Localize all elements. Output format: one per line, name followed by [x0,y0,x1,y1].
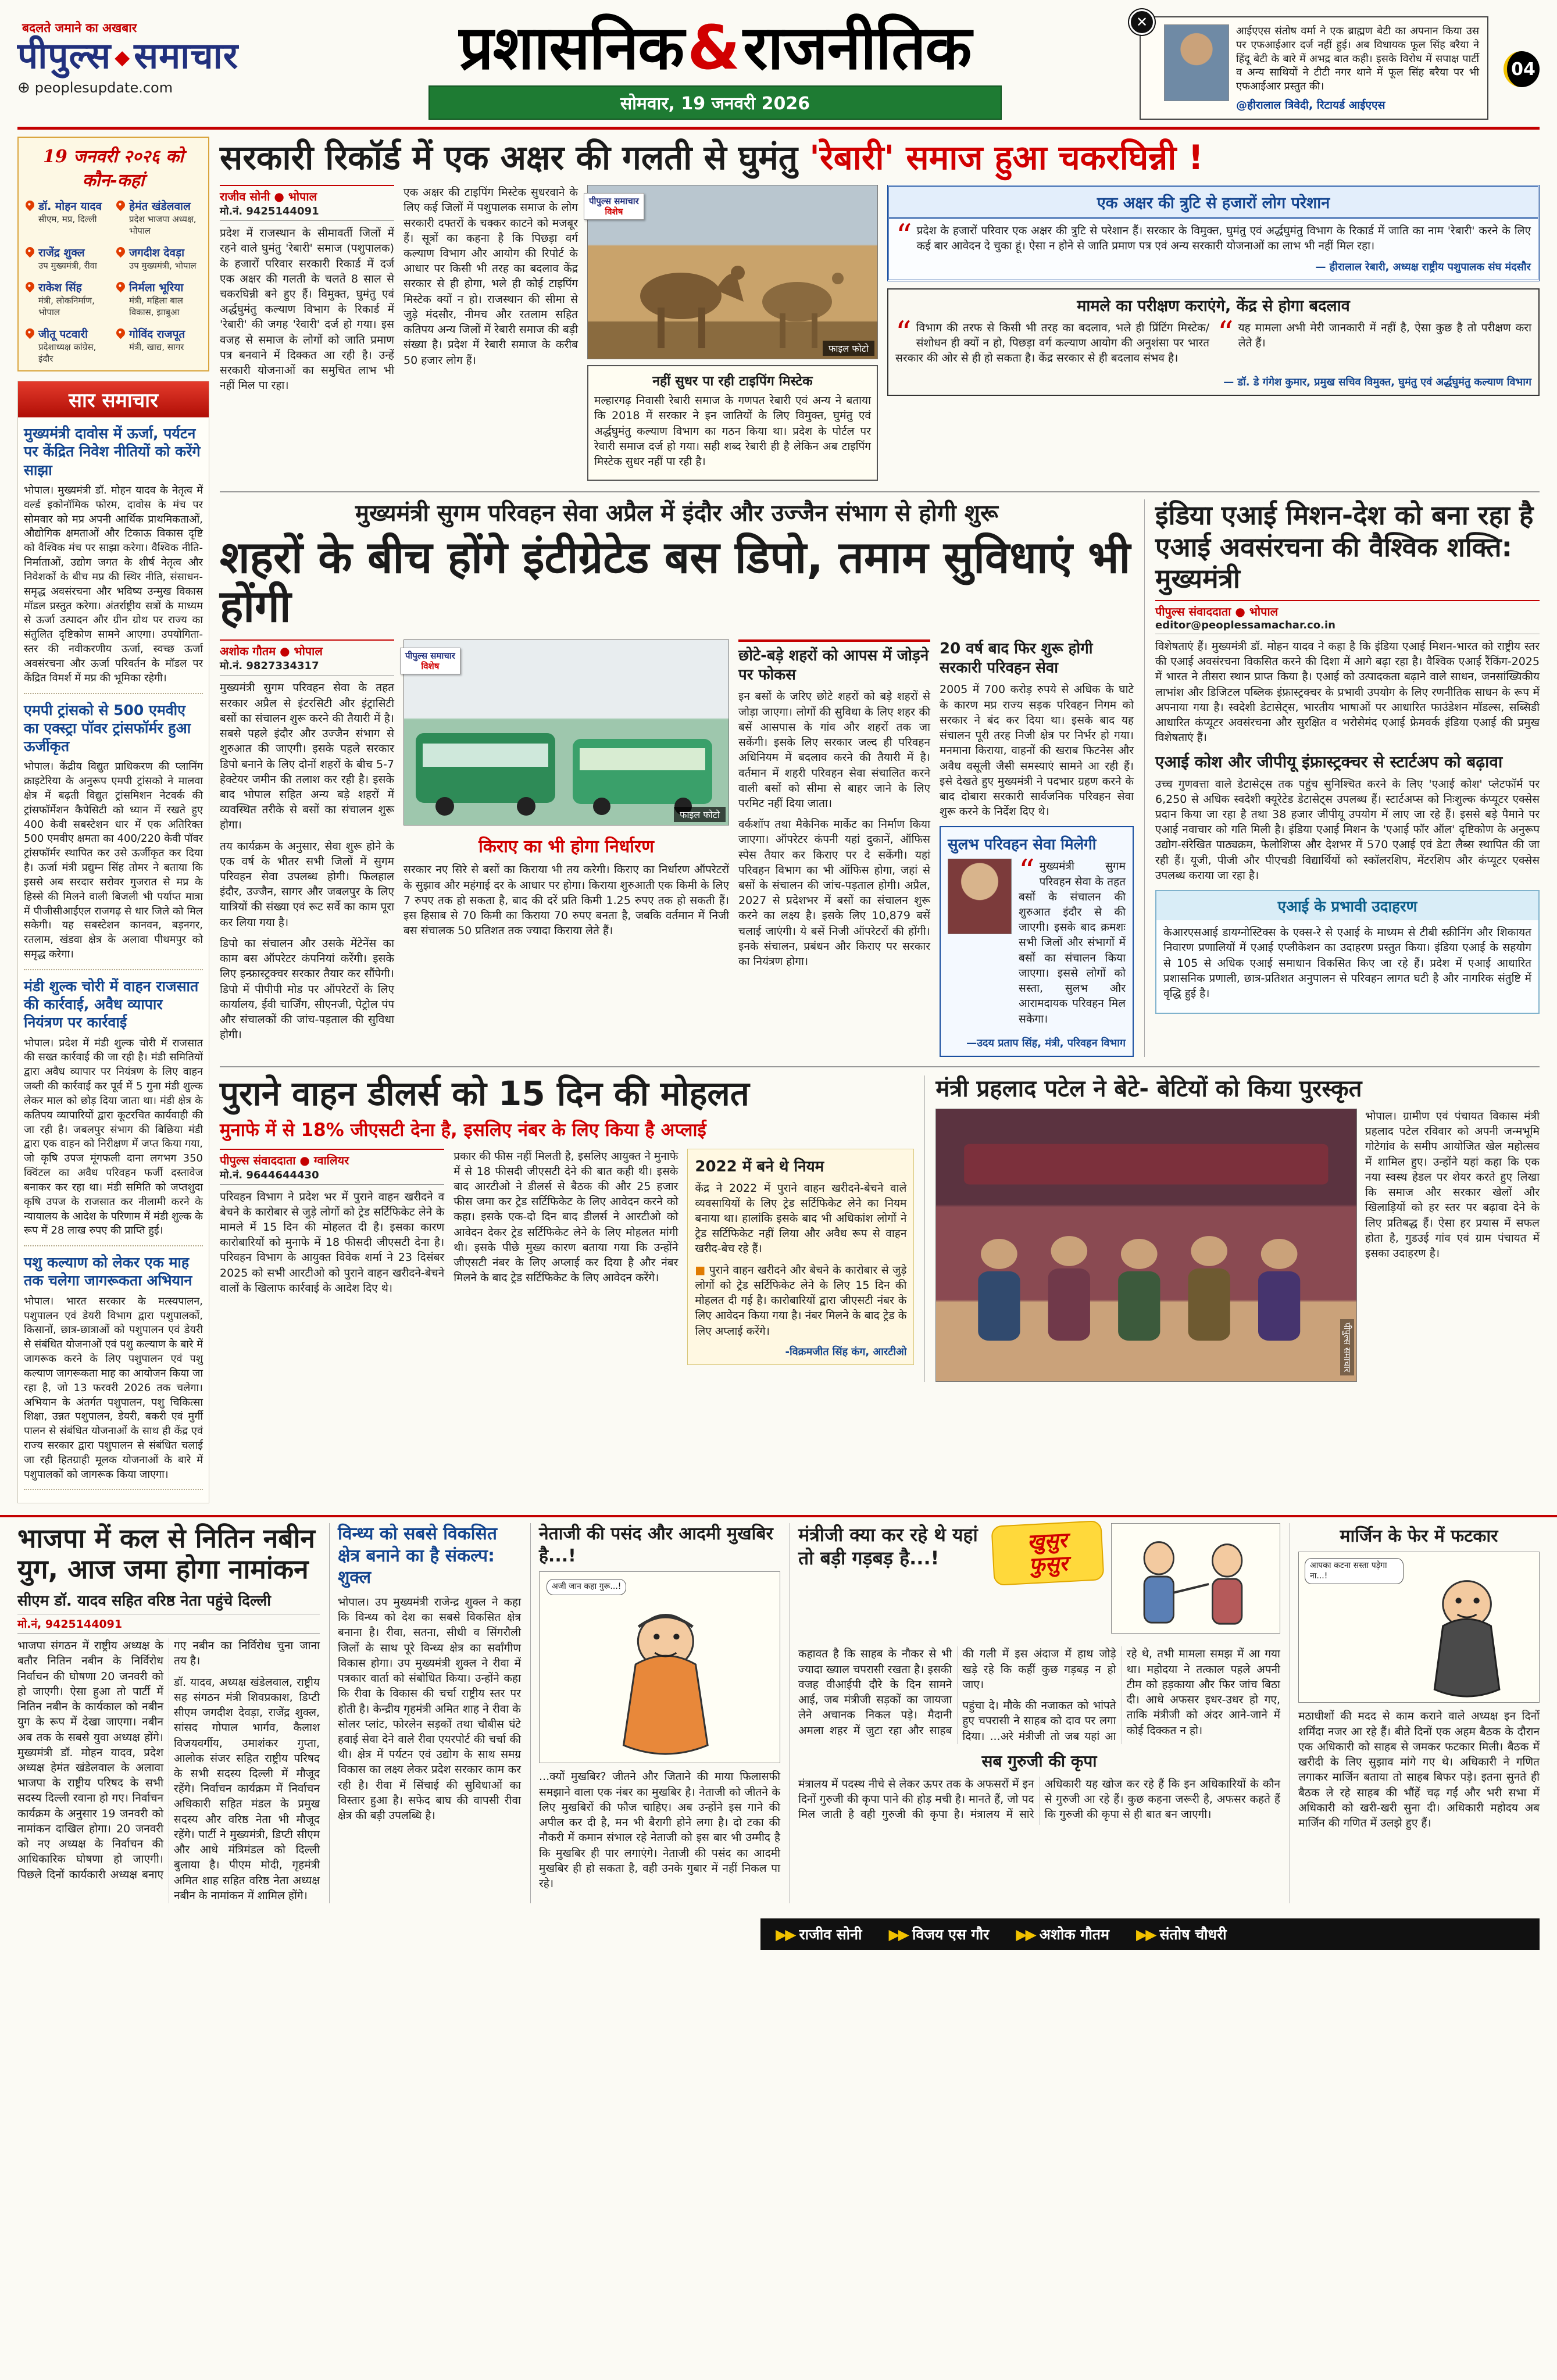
khusur-headline: मंत्रीजी क्या कर रहे थे यहां तो बड़ी गड़बड़ है...! [798,1524,978,1570]
page-title [306,12,1124,83]
bjp-headline: भाजपा में कल से नितिन नबीन युग, आज जमा होगा नामांकन [17,1523,315,1585]
person-name: हेमंत खंडेलवाल [129,200,191,213]
saar-headline: एमपी ट्रांसको से 500 एमवीए का एक्स्ट्रा पॉवर ट्रांसफॉर्मर हुआ ऊर्जीकृत [24,701,191,755]
gossip-box [1135,14,1488,120]
newspaper-logo [17,16,291,97]
person-role: सीएम, मप्र, दिल्ली [38,214,97,225]
story-paragraph: तय कार्यक्रम के अनुसार, सेवा शुरू होने के एक वर्ष के भीतर सभी जिलों में सुगम परिवहन सेवा उपलब्ध होगी। फिलहाल इंदौर, उज्जैन, सागर और जबलपुर के लिए यात्रियों की संख्या एवं रूट सर्वे का काम पूरा कर लिया गया है। [220,839,394,929]
bjp-subhead: सीएम डॉ. यादव सहित वरिष्ठ नेता पहुंचे दिल्ली [17,1592,271,1610]
gossip-credit: @हीरालाल त्रिवेदी, रिटायर्ड आईएएस [1236,98,1385,112]
story-paragraph: प्रकार की फीस नहीं मिलती है, इसलिए आयुक्त ने मुनाफे में से 18 फीसदी जीएसटी देने की बात कही थी। इसके बाद आरटीओ ने डीलर्स से बैठक की और 25 हजार फीस जमा कर ट्रेड सर्टिफिकेट के लिए आवेदन करने को कहा। इसके एक-दो दिन बाद डीलर्स ने आरटीओ को आवेदन देकर ट्रेड सर्टिफिकेट लेने के लिए मोहलत मांगी थी। इसके पीछे मुख्य कारण बताया गया कि उन्होंने जीएसटी नंबर के लिए अप्लाई कर दिया है और नंबर मिलने के बाद ट्रेड सर्टिफिकेट के लिए आवेदन करेंगे। [453,1149,678,1285]
bus-depot-story [220,499,1134,1057]
rules-box-bullet [695,1263,906,1339]
headline-black-part: सरकारी रिकॉर्ड में एक अक्षर की गलती से घुमंतु [220,138,798,178]
minister-photo [948,859,1012,934]
editor-email[interactable]: editor@peoplessamachar.co.in [1155,619,1335,632]
diamond-icon: ◆ [115,46,131,70]
badge-paper-name: पीपुल्स समाचार [589,196,639,207]
review-quote-right: “ यह मामला अभी मेरी जानकारी में नहीं है, ऐसा कुछ है तो परीक्षण करा लेते हैं। [1217,320,1531,366]
bus-illustration [410,716,724,820]
margin-cartoon [1298,1552,1540,1703]
camel-photo [587,185,878,359]
review-box-quotes [895,320,1531,372]
location-pin-icon [24,245,36,258]
saar-headline: मुख्यमंत्री दावोस में ऊर्जा, पर्यटन पर केंद्रित निवेश नीतियों को करेंगे साझा [24,425,201,478]
website-row [17,79,291,97]
bottom-band [0,1515,1557,1903]
netaji-cartoon-column [530,1523,780,1903]
speech-bubble: आपका कटना सस्ता पड़ेगा ना...! [1305,1558,1404,1584]
byline [220,639,394,676]
patel-row [935,1109,1540,1382]
logo-first-word: पीपुल्स [17,34,112,77]
rebari-photo-stack [587,185,878,481]
revival-body: 2005 में 700 करोड़ रुपये से अधिक के घाटे के कारण मप्र राज्य सड़क परिवहन निगम को सरकार ने बंद कर दिया था। इसके बाद यह संचालन पूरी तरह निजी क्षेत्र पर निर्भर हो गया। मनमाना किराया, वाहनों की खराब फिटनेस और अवैध वसूली जैसी समस्याएं सामने आ रही हैं। इसे देखते हुए मुख्यमंत्री ने पदभार ग्रहण करने के बाद दोबारा सरकारी सार्वजनिक परिवहन सेवा शुरू करने के निर्देश दिए थे। [940,683,1134,819]
bus-kicker: मुख्यमंत्री सुगम परिवहन सेवा अप्रैल में इंदौर और उज्जैन संभाग से होगी शुरू [355,500,998,527]
gossip-paragraph: आईएएस संतोष वर्मा ने एक ब्राह्मण बेटी का अपनान किया उस पर एफआईआर दर्ज नहीं हुई। अब विधायक फूल सिंह बरैया ने हिंदू बेटी के बारे में अभद्र बात कही। इसके विरोध में सपाक्ष पार्टी व अन्य साथियों ने टीटी नगर थाने में फूल सिंह बरैया पर भी एफआईआर प्रस्तुत की। [1236,25,1479,92]
who-where-box [17,137,209,371]
patel-headline: मंत्री प्रहलाद पटेल ने बेटे- बेटियों को किया पुरस्कृत [935,1075,1362,1102]
location-pin-icon [115,245,127,258]
badge-special-label: विशेष [605,206,623,217]
who-where-entry [116,326,201,364]
dealers-headline: पुराने वाहन डीलर्स को 15 दिन की मोहलत [220,1073,749,1113]
focus-box-body: इन बसों के जरिए छोटे शहरों को बड़े शहरों से जोड़ा जाएगा। लोगों की सुविधा के लिए शहर की बसें आसपास के गांव और शहरों तक जा सकेंगी। इसके लिए सरकार जल्द ही परिवहन अधिनियम में बदलाव करने की तैयारी में है। वर्तमान में शहरी परिवहन सेवा संचालित करने वाली बसों को सीमा से बाहर जाने के लिए परमिट नहीं दिया जाता। [738,690,930,810]
story-paragraph: भाजपा संगठन में राष्ट्रीय अध्यक्ष के बतौर नितिन नबीन के निर्विरोध निर्वाचन की घोषणा 20 जनवरी को हो जाएगी। ऐसा हुआ तो पार्टी में नितिन नबीन के कार्यकाल को नबीन युग के रूप में देखा जाएगा। नबीन अब तक के सबसे युवा अध्यक्ष होंगे। मुख्यमंत्री डॉ. मोहन यादव, प्रदेश अध्यक्ष हेमंत खंडेलवाल के अलावा भाजपा के राष्ट्रीय परिषद के सभी सदस्य दिल्ली रवाना हो गए। निर्वाचन कार्यक्रम के अनुसार 19 जनवरी को नामांकन दाखिल होगा। 20 जनवरी को नए अध्यक्ष के निर्वाचन की आधिकारिक घोषणा हो जाएगी। पिछले दिनों कार्यकारी अध्यक्ष बनाए गए नबीन का निर्विरोध चुना जाना तय है। [17,1639,320,1881]
person-name: राकेश सिंह [38,281,82,295]
group-photo-illustration [936,1109,1356,1381]
person-role: मंत्री, खाद्य, सागर [129,342,184,353]
press-special-badge [584,193,644,220]
location-pin-icon [115,199,127,211]
bjp-body-columns [17,1638,320,1903]
story-paragraph: मुख्यमंत्री सुगम परिवहन सेवा के तहत सरकार अप्रैल से इंटरसिटी और इंट्रासिटी बसों का संचालन शुरू करने की तैयारी में है। सबसे पहले इंदौर और उज्जैन संभाग से शुरुआत की जाएगी। इसके पहले सरकार डिपो बनाने के लिए दोनों शहरों के बीच 5-7 हेक्टेयर जमीन की तलाश कर रही है। इसके बाद भोपाल सहित अन्य बड़े शहरों में व्यवस्थित तरीके से बसों का संचालन शुरू होगा। [220,681,394,832]
person-role: उप मुख्यमंत्री, भोपाल [129,260,197,271]
credit-item [889,1924,990,1944]
rules-box-title: 2022 में बने थे नियम [695,1157,824,1175]
ai-examples-title: एआई के प्रभावी उदाहरण [1156,891,1538,920]
credit-item [776,1924,862,1944]
person-name: जगदीश देवड़ा [129,246,185,260]
khusur-body2-columns [798,1777,1280,1825]
khusur-subhead: सब गुरुजी की कृपा [981,1751,1097,1771]
reporter-phone: मो.नं, 9425144091 [17,1614,320,1634]
arrow-icon: ▶▶ [1016,1925,1035,1943]
sulabh-quote-box [940,826,1134,1056]
khusur-body-columns [798,1646,1280,1743]
story-paragraph: डॉ. यादव, अध्यक्ष खंडेलवाल, राष्ट्रीय सह संगठन मंत्री शिवप्रकाश, डिप्टी सीएम जगदीश देवड़ा, राजेंद्र शुक्ल, सांसद गोपाल भार्गव, कैलाश विजयवर्गीय, उमाशंकर गुप्ता, आलोक संजर सहित राष्ट्रीय परिषद के सभी सदस्य दिल्ली में मौजूद रहेंगे। निर्वाचन कार्यक्रम में निर्वाचन अधिकारी सहित मंडल के प्रमुख सदस्य और वरिष्ठ नेता भी मौजूद रहेंगे। पार्टी ने मुख्यमंत्री, डिप्टी सीएम और आधे मंत्रिमंडल को दिल्ली बुलाया है। पीएम मोदी, गृहमंत्री अमित शाह सहित वरिष्ठ नेता अध्यक्ष नबीन के नामांकन में शामिल होंगे। [174,1675,320,1902]
bus-col-3 [738,639,930,1056]
fare-subhead: किराए का भी होगा निर्धारण [478,837,654,857]
focus-box-title: छोटे-बड़े शहरों को आपस में जोड़ने पर फोकस [738,647,929,684]
main-column [220,137,1540,1503]
patel-body-col [1365,1109,1540,1382]
fare-paragraph-2: वर्कशॉप तथा मैकेनिक मार्केट का निर्माण किया जाएगा। ऑपरेटर कंपनी यहां दुकानें, ऑफिस स्पेस तैयार कर किराए पर दे सकेंगी। यहां परिवहन विभाग का भी ऑफिस होगा, जहां से बसों के संचालन की जांच-पड़ताल होगी। अप्रैल, 2027 से प्रदेशभर में बसों का संचालन शुरू करने का लक्ष्य है। इसके लिए 10,879 बसें चलाई जाएंगी। ये बसें निजी ऑपरेटरों की होंगी। इनके संचालन, प्रबंधन और किराए पर सरकार का नियंत्रण होगा। [738,818,930,969]
square-bullet-icon: ■ [695,1263,706,1277]
trouble-box-credit: — हीरालाल रेबारी, अध्यक्ष राष्ट्रीय पशुपालक संघ मंदसौर [1315,260,1531,273]
who-where-grid [26,198,201,364]
reporter-phone: मो.नं. 9425144091 [220,205,319,218]
globe-icon: ⊕ [17,79,30,97]
logo-second-word: समाचार [134,34,239,77]
story-paragraph: भोपाल। ग्रामीण एवं पंचायत विकास मंत्री प्रहलाद पटेल रविवार को अपनी जन्मभूमि गोटेगांव के समीप आयोजित खेल महोत्सव में शामिल हुए। उन्होंने यहां कहा कि एक नया स्वस्थ हेडल पर शेयर करते हुए लिखा कि समाज और सरकार खेलों और खिलाड़ियों को हर स्तर पर बढ़ावा देने के लिए प्रतिबद्ध हैं। ऐसा हर प्रयास में सफल होता है, गुडउई गांव एवं ग्राम पंचायत में इसका उदाहरण है। [1365,1109,1540,1260]
bus-col-4 [940,639,1134,1056]
story-paragraph: कहावत है कि साहब के नौकर से भी ज्यादा ख्याल चपरासी रखता है। इसकी वजह वीआईपी दौरे के दिन सामने आई, जब मंत्रीजी सड़कों का जायजा लेने अचानक निकल पड़े। मैदानी अमला शहर में जुटा रहा और साहब की गली में इस अंदाज में हाथ जोड़े खड़े रहे कि कहीं कुछ गड़बड़ न हो जाए। [798,1648,1116,1737]
byline [220,1149,444,1185]
sulabh-row [948,859,1126,1032]
khusur-fusur-logo [991,1521,1104,1586]
person-role: प्रदेशाध्यक्ष कांग्रेस, इंदौर [38,342,97,364]
netaji-cartoon [539,1571,780,1763]
saar-story [24,977,203,1246]
review-box-title: मामले का परीक्षण कराएंगे, केंद्र से होगा बदलाव [1077,296,1350,315]
brand-word-2: फुसुर [1028,1552,1069,1578]
rules-box-credit: -विक्रमजीत सिंह कंग, आरटीओ [785,1345,907,1358]
speech-bubble: अजी जान कहा गुरू...! [547,1579,626,1595]
middle-row [220,491,1540,1057]
who-where-entry [26,326,110,364]
bus-headline: शहरों के बीच होंगे इंटीग्रेटेड बस डिपो, तमाम सुविधाएं भी होंगी [220,531,1131,632]
trouble-box [887,185,1540,281]
revival-block [940,639,1134,819]
reporters-credit-bar [760,1918,1540,1950]
vehicle-dealers-story [220,1075,914,1382]
logo-tagline: बदलते जमाने का अखबार [22,21,137,35]
mistake-box-title: नहीं सुधर पा रही टाइपिंग मिस्टेक [652,374,813,389]
margin-cartoon-column [1290,1523,1540,1903]
location-pin-icon [115,327,127,339]
bjp-story [17,1523,320,1903]
revival-title: 20 वर्ष बाद फिर शुरू होगी सरकारी परिवहन सेवा [940,640,1093,677]
rebari-col-2 [403,185,578,481]
person-name: गोविंद राजपूत [129,328,185,341]
columnist-photo [1164,24,1229,101]
who-where-entry [116,245,201,271]
reporter-credit-name: विजय एस गौर [912,1925,990,1943]
section-right: राजनीतिक [742,12,972,83]
saar-headline: पशु कल्याण को लेकर एक माह तक चलेगा जागरूकता अभियान [24,1254,192,1289]
margin-title: मार्जिन के फेर में फटकार [1340,1526,1498,1547]
reporter-name: अशोक गौतम ● भोपाल [220,644,323,659]
bus-col-2 [403,639,729,1056]
story-paragraph: पहुंचा दे। मौके की नजाकत को भांपते हुए चपरासी ने साहब को दाव पर लगा दिया। ...अरे मंत्रीजी तो जब यहां आ रहे थे, तभी मामला समझ में आ गया था। महोदया ने तत्काल पहले अपनी टीम को हड़काया और फिर जांच बिठा दी। आधे अफसर इधर-उधर हो गए, ताकि मंत्रीजी को अंदर आने-जाने में कोई दिक्कत न हो। [962,1648,1280,1743]
bus-photo [403,639,729,826]
trouble-box-title: एक अक्षर की त्रुटि से हजारों लोग परेशान [889,187,1538,219]
person-role: मंत्री, लोकनिर्माण, भोपाल [38,295,95,318]
khusur-top-row [798,1523,1280,1639]
masthead [0,8,1557,122]
story-paragraph: परिवहन विभाग ने प्रदेश भर में पुराने वाहन खरीदने व बेचने के कारोबार से जुड़े लोगों को ट्रेड सर्टिफिकेट लेने के मामले में 15 दिन की मोहलत दी है। इसका कारण कारोबारियों को मुनाफे में 18 फीसदी जीएसटी देना है। परिवहन विभाग के आयुक्त विवेक शर्मा ने 23 दिसंबर 2025 को सभी आरटीओ को पुराने वाहन खरीदने-बेचने वालों के खिलाफ कार्रवाई के आदेश दिए थे। [220,1190,445,1295]
fare-paragraph: सरकार नए सिरे से बसों का किराया भी तय करेगी। किराए का निर्धारण ऑपरेटरों के सुझाव और महंगाई दर के आधार पर होगा। किराया शुरुआती एक किमी के लिए 7 रुपए तक हो सकता है, बाद की दरें प्रति किमी 1.25 रुपए तक हो सकती हैं। इस हिसाब से 70 किमी का किराया 70 रुपए बनता है, जबकि वर्तमान में निजी बस संचालक 50 प्रतिशत तक ज्यादा किराया लेते हैं। [403,863,729,938]
dealers-col-2 [453,1149,678,1365]
sulabh-title: सुलभ परिवहन सेवा मिलेगी [948,836,1097,854]
credit-item [1016,1924,1109,1944]
location-pin-icon [24,199,36,211]
story-paragraph: डिपो का संचालन और उसके मेंटेनेंस का काम बस ऑपरेटर कंपनियां करेंगी। इसके लिए इन्फ्रास्ट्रक्चर सरकार तैयार कर सौंपेगी। डिपो में पीपीपी मोड पर ऑपरेटरों के लिए कार्यालय, ईवी चार्जिंग, सीएनजी, पेट्रोल पंप और संचालकों की जांच-पड़ताल की सुविधा होगी। [220,937,394,1042]
reporter-credit-name: संतोष चौधरी [1159,1925,1227,1943]
saar-story [24,701,203,970]
reporter-name: राजीव सोनी ● भोपाल [220,190,317,204]
who-where-entry [116,280,201,318]
vindhya-story [329,1523,521,1903]
story-paragraph: विशेषताएं हैं। मुख्यमंत्री डॉ. मोहन यादव ने कहा है कि इंडिया एआई मिशन-भारत को राष्ट्रीय स्तर की एआई अवसंरचना विकसित करने की दिशा में आगे बढ़ा रहा है। वैश्विक एआई रैंकिंग-2025 में भारत ने तीसरा स्थान प्राप्त किया है। एआई को उत्पादकता बढ़ाने वाले साधन, जनसांख्यिकीय लाभांश और डिजिटल पब्लिक इंफ्रास्ट्रक्चर के प्रभावी उपयोग के लिए रणनीतिक साधन के रूप में अपनाया गया है। स्वदेशी डेटासेट्स, भारतीय भाषाओं पर आधारित फाउंडेशन मॉडल्स, सब्सिडी आधारित कंप्यूटर अवसंरचना और सुरक्षित व भरोसेमंद एआई फ्रेमवर्क इंडिया एआई की प्रमुख विशेषताएं हैं। [1155,640,1540,745]
trouble-box-quote: “ प्रदेश के हजारों परिवार एक अक्षर की त्रुटि से परेशान हैं। सरकार के विमुक्त, घुमंतु एवं अर्द्धघुमंतु विभाग के रिकार्ड में जाति का नाम 'रेबारी' करने के लिए कई बार आवेदन दे चुका हूं। ऐसा न होने से जाति प्रमाण पत्र एवं अन्य सरकारी योजनाओं का लाभ भी नहीं मिल रहा। [896,223,1531,253]
website-link[interactable]: peoplesupdate.com [34,80,173,97]
reporter-name: पीपुल्स संवाददाता ● ग्वालियर [220,1153,349,1167]
ai-examples-body: केआरएसआई डायग्नोस्टिक्स के एक्स-रे से एआई के माध्यम से टीबी स्क्रीनिंग और शिकायत निवारण प्रणालियों में एआई एप्लीकेशन का उदाहरण प्रस्तुत किया। इंडिया एआई के सहयोग से 105 से अधिक एआई समाधान विकसित किए जा रहे हैं। प्रदेश में एआई आधारित प्रशासनिक प्रणाली, छात्र-प्रतिशत अनुपालन से परिवहन लागत घटी है और नागरिक संतुष्टि में वृद्धि हुई है। [1163,926,1531,1000]
dealers-columns [220,1149,914,1365]
ai-examples-box [1155,890,1540,1014]
brand-word-1: खुसुर [1026,1528,1068,1555]
reporter-name: पीपुल्स संवाददाता ● भोपाल [1155,605,1279,619]
khusur-fusur-column [790,1523,1280,1903]
rules-bullet-text: पुराने वाहन खरीदने और बेचने के कारोबार से जुड़े लोगों को ट्रेड सर्टिफिकेट लेने के लिए 15 दिन की मोहलत दी गई है। कारोबारियों द्वारा जीएसटी नंबर के लिए आवेदन किया गया है। नंबर मिलने के बाद ट्रेड के लिए अप्लाई करेंगे। [695,1263,907,1338]
badge-paper-name: पीपुल्स समाचार [405,651,455,662]
review-quote-left: “ विभाग की तरफ से किसी भी तरह का बदलाव, भले ही प्रिंटिंग मिस्टेक/संशोधन ही क्यों न हो, पिछड़ा वर्ग कल्याण आयोग की अनुशंसा पर भारत सरकार की ओर से ही हो सकता है। केंद्र सरकार से ही बदलाव संभव है। [895,320,1209,366]
byline [1155,600,1540,634]
saar-story [24,1253,203,1490]
vindhya-headline: विन्ध्य को सबसे विकसित क्षेत्र बनाने का है संकल्प: शुक्ल [338,1524,497,1588]
left-column [17,137,209,1503]
who-where-entry [116,198,201,237]
sulabh-credit: —उदय प्रताप सिंह, मंत्री, परिवहन विभाग [966,1037,1126,1049]
who-where-title: 19 जनवरी २०२६ को कौन-कहां [43,146,184,191]
byline [220,185,394,221]
rules-box-body: केंद्र ने 2022 में पुराने वाहन खरीदने-बेचने वाले व्यवसायियों के लिए ट्रेड सर्टिफिकेट लेने का नियम बनाया था। हालांकि इसके बाद भी अधिकांश लोगों ने ट्रेड सर्टिफिकेट नहीं लिया और अवैध रूप से वाहन खरीद-बेच रहे हैं। [695,1181,907,1256]
khusur-cartoon-illustration [1112,1524,1280,1633]
typing-mistake-box [587,365,878,481]
lower-row [220,1066,1540,1382]
saar-banner: सार समाचार [18,381,209,417]
mistake-box-body: मल्हारगढ़ निवासी रेबारी समाज के गणपत रेबारी एवं अन्य ने बताया कि 2018 में सरकार ने इन जातियों के लिए विमुक्त, घुमंतु एवं अर्द्धघुमंतु कल्याण विभाग का गठन किया था। प्रदेश के पोर्टल पर रेवारी समाज दर्ज हो गया। सही शब्द रेबारी ही है लेकिन अब टाइपिंग मिस्टेक सुधर नहीं पा रही है। [594,394,871,469]
bus-columns [220,639,1134,1056]
section-title-wrap [306,12,1124,120]
focus-box [738,639,930,811]
gossip-text [1236,24,1479,113]
date-bar: सोमवार, 19 जनवरी 2026 [428,85,1002,120]
location-pin-icon [24,280,36,292]
khusur-cartoon [1111,1523,1280,1634]
saar-body: भोपाल। प्रदेश में मंडी शुल्क चोरी में राजसात की सख्त कार्रवाई की जा रही है। मंडी समितियों द्वारा अवैध व्यापार पर नियंत्रण के लिए वाहन जब्ती की कार्रवाई कर पूर्व में 5 गुना मंडी शुल्क लेकर माल को छोड़ दिया जाता था। मंडी क्षेत्र के कतिपय व्यापारियों द्वारा कूटरचित कार्यवाही की जा रही है। जबलपुर संभाग की बिछिया मंडी द्वारा एक वाहन को निरीक्षण में जप्त किया गया, जो कृषि उपज मूंगफली दाना लगभग 350 क्विंटल का अवैध परिवहन फर्जी दस्तावेज बनाकर कर रहा था। मंडी समिति को जप्तशुदा कृषि उपज के राजसात कर नीलामी करने के न्यायालय के आदेश के परिणाम में मंडी शुल्क के रूप में 28 लाख रुपए की प्राप्ति हुई। [24,1037,203,1237]
story-paragraph: ...क्यों मुखबिर? जीतने और जिताने की माया फिलासफी समझाने वाला एक नंबर का मुखबिर है। नेताजी को जीतने के लिए मुखबिरों की फौज चाहिए। अब उन्होंने इस गाने की अपील कर दी है, मन भी बैरागी होने लगा है। दो टका की नौकरी में कमान संभाल रहे नेताजी को इस बार भी उम्मीद है कि मुखबिर ही पार लगाएंगे। नेताजी की पसंद का आदमी मुखबिर ही हो सकता है, वही उनके गुबार में नहीं निकल पा रहे। [539,1770,780,1891]
story-paragraph: प्रदेश में राजस्थान के सीमावर्ती जिलों में रहने वाले घुमंतु 'रेबारी' समाज (पशुपालक) के हजारों परिवार सरकारी रिकार्ड में दर्ज एक अक्षर की गलती के चलते 8 साल से चकरघिन्नी बने हुए हैं। विमुक्त, घुमंतु एवं अर्द्धघुमंतु कल्याण विभाग के रिकार्ड में 'रेबारी' की जगह 'रेवारी' दर्ज हो गया। इस वजह से समाज के लोगों को जाति प्रमाण पत्र बनवाने में दिक्कत आ रही है। उन्हें सरकारी योजनाओं का समुचित लाभ भी नहीं मिल पा रहा। [220,227,394,392]
photo-caption: फाइल फोटो [823,341,874,356]
patel-award-story [924,1075,1540,1382]
section-left: प्रशासनिक [459,12,684,83]
dealers-col-1 [220,1149,444,1365]
reporter-credit-name: अशोक गौतम [1039,1925,1109,1943]
bus-col-1 [220,639,394,1056]
saar-body: भोपाल। भारत सरकार के मत्स्यपालन, पशुपालन एवं डेयरी विभाग द्वारा पशुपालकों, किसानों, छात्र-छात्राओं को पशुपालन एवं डेयरी से संबंधित योजनाओं एवं पशु कल्याण के बारे में जागरूक करने के लिए पशुपालन एवं पशु कल्याण जागरूकता माह का आयोजन किया जा रहा है, जो 13 फरवरी 2026 तक चलेगा। अभियान के अंतर्गत पशुपालन, पशु चिकित्सा शिक्षा, उन्नत पशुपालन, डेयरी, बकरी एवं मुर्गी पालन से संबंधित योजनाओं के साथ ही केंद्र एवं राज्य सरकार द्वारा पशुपालन से संबंधित चलाई जा रही हितग्राही मूलक योजनाओं के बारे में पशुपालकों को जागरूक किया जाएगा। [24,1295,203,1481]
ai-subhead: एआई कोश और जीपीयू इंफ्रास्ट्रक्चर से स्टार्टअप को बढ़ावा [1155,752,1503,771]
saar-body: भोपाल। केंद्रीय विद्युत प्राधिकरण की प्लानिंग क्राइटेरिया के अनुरूप एमपी ट्रांसको ने मालवा क्षेत्र में बढ़ती विद्युत ट्रांसमिशन नेटवर्क की ट्रांसफॉर्मेशन कैपेसिटी को ध्यान में रखते हुए 400 केवी सबस्टेशन धार में एक अतिरिक्त 500 एमवीए क्षमता का 400/220 केवी पॉवर ट्रांसफॉर्मर स्थापित कर उसे ऊर्जीकृत कर दिया है। ऊर्जा मंत्री प्रद्युम्न सिंह तोमर ने बताया कि इससे अब सरदार सरोवर गुजरात से मप्र के हिस्से की मिलने वाली बिजली भी पर्याप्त मात्रा में पीजीसीआईएल राजगढ़ से धार जिले को मिल सकेगी। यह सबस्टेशन कानवन, बड़नगर, रतलाम, खंडवा क्षेत्र के अलावा पीथमपुर को समृद्ध करेगा। [24,760,203,961]
rebari-headline [220,139,1540,177]
saar-samachar-section [17,381,209,1503]
ampersand: & [687,12,740,83]
story-paragraph: भोपाल। उप मुख्यमंत्री राजेन्द्र शुक्ल ने कहा कि विन्ध्य को देश का सबसे विकसित क्षेत्र बनाना है। रीवा, सतना, सीधी व सिंगरौली जिलों के साथ पूरे विन्ध्य क्षेत्र का सर्वांगीण विकास होगा। उप मुख्यमंत्री शुक्ल ने रीवा में पत्रकार वार्ता को संबोधित किया। उन्होंने कहा कि रीवा के विकास की चर्चा राष्ट्रीय स्तर पर होती है। केन्द्रीय गृहमंत्री अमित शाह ने रीवा के सोलर प्लांट, फोरलेन सड़कों तथा चौबीस घंटे हवाई सेवा देने वाले रीवा एयरपोर्ट की चर्चा की थी। क्षेत्र में पर्यटन एवं उद्योग के साथ समग्र विकास का लक्ष्य लेकर प्रदेश सरकार काम कर रही है। रीवा में सिंचाई की सुविधाओं का विस्तार हुआ है। सफेद बाघ की वापसी रीवा क्षेत्र की बड़ी उपलब्धि है। [338,1595,521,1822]
reporter-credit-name: राजीव सोनी [799,1925,862,1943]
arrow-icon: ▶▶ [776,1925,795,1943]
story-paragraph: मठाधीशों की मदद से काम कराने वाले अध्यक्ष इन दिनों शर्मिंदा नजर आ रहे हैं। बीते दिनों एक अहम बैठक के दौरान एक अधिकारी को साहब से जमकर फटकार मिली। बैठक में खरीदी के लिए सुझाव मांगे गए थे। अधिकारी ने गणित लगाकर मार्जिन बताया तो साहब बिफर पड़े। इतना सुनते ही बैठक ले रहे साहब की भौंहें चढ़ गईं और भरी सभा में अधिकारी को खरी-खरी सुना दी। अधिकारी महोदय अब मार्जिन की गणित में उलझे हुए हैं। [1298,1710,1540,1830]
photo-caption: फाइल फोटो [674,807,726,822]
review-box-credit: — डॉ. डे गंगेश कुमार, प्रमुख सचिव विमुक्त, घुमंतु एवं अर्द्धघुमंतु कल्याण विभाग [1223,376,1531,389]
india-ai-story [1144,499,1540,1057]
story-paragraph: एक अक्षर की टाइपिंग मिस्टेक सुधरवाने के लिए कई जिलों में पशुपालक समाज के लोग सरकारी दफ्तरों के चक्कर काटने को मजबूर हैं। सूत्रों का कहना है कि पिछड़ा वर्ग कल्याण विभाग और आयोग की रिपोर्ट के आधार पर किसी भी तरह का बदलाव केंद्र सरकार से ही होगा, भले ही कोई टाइपिंग मिस्टेक क्यों न हो। राजस्थान की सीमा से जुड़े मंदसौर, नीमच और रतलाम सहित कतिपय अन्य जिलों में रेबारी समाज की बड़ी संख्या है। प्रदेश में रेबारी समाज के करीब 50 हजार लोग हैं। [403,186,578,367]
photo-credit: पीपुल्स समाचार [1340,1319,1354,1375]
award-group-photo [935,1109,1357,1382]
rebari-col-1 [220,185,394,481]
headline-red-part: 'रेबारी' समाज हुआ चकरघिन्नी ! [809,138,1204,178]
netaji-title: नेताजी की पसंद और आदमी मुखबिर है...! [539,1524,773,1566]
saar-story [24,424,203,694]
rebari-right-boxes [887,185,1540,481]
x-logo-icon: ✕ [1129,9,1155,35]
review-box [887,288,1540,396]
page-number-badge: 04 [1504,51,1540,87]
rules-2022-box [687,1149,914,1365]
badge-special-label: विशेष [421,661,440,672]
content-top [0,135,1557,1503]
saar-body: भोपाल। मुख्यमंत्री डॉ. मोहन यादव के नेतृत्व में वर्ल्ड इकोनॉमिक फोरम, दावोस के मंच पर सोमवार को मप्र अपनी आर्थिक प्राथमिकताओं, औद्योगिक क्षमताओं और टिकाऊ विकास दृष्टि को वैश्विक मंच पर साझा करेगा। वैश्विक नीति-निर्माताओं, उद्योग जगत के शीर्ष नेतृत्व और निवेशकों के बीच मप्र की स्थिर नीति, संसाधन-समृद्ध अवसंरचना और भविष्य उन्मुख विकास मॉडल प्रस्तुत करेगा। अंतर्राष्ट्रीय सत्रों के माध्यम से ऊर्जा उत्पादन और ग्रीन ग्रोथ पर राज्य का संतुलित दृष्टिकोण सामने आएगा। उपयोगिता-स्तर की नवीकरणीय ऊर्जा, स्वच्छ ऊर्जा अवसंरचना और ऊर्जा परिवर्तन के मॉडल पर केंद्रित विमर्श में मप्र की भूमिका रहेगी। [24,484,203,684]
person-role: मंत्री, महिला बाल विकास, झाबुआ [129,295,183,318]
location-pin-icon [24,327,36,339]
who-where-entry [26,280,110,318]
person-name: डॉ. मोहन यादव [38,200,102,213]
location-pin-icon [115,280,127,292]
who-where-entry [26,245,110,271]
logo-name [17,36,291,76]
reporter-phone: मो.नं. 9644644430 [220,1168,319,1181]
story-paragraph: मंत्रालय में पदस्थ नीचे से लेकर ऊपर तक के अफसरों में इन दिनों गुरुजी की कृपा पाने की होड़ मची है। मानते हैं, जो पद मिल जाती है वही गुरुजी की कृपा है। मंत्रालय में सारे अधिकारी यह खोज कर रहे हैं कि इन अधिकारियों के कौन से गुरुजी आ रहे हैं। कुछ कहना जरूरी है, अफसर कहते हैं कि गुरुजी की कृपा से ही बात बन जाएगी। [798,1777,1280,1821]
person-role: उप मुख्यमंत्री, रीवा [38,260,97,271]
saar-headline: मंडी शुल्क चोरी में वाहन राजसात की कार्रवाई, अवैध व्यापार नियंत्रण पर कार्रवाई [24,977,199,1031]
reporter-phone: मो.नं. 9827334317 [220,660,319,673]
sulabh-quote: “ मुख्यमंत्री सुगम परिवहन सेवा के तहत बसों के संचालन की शुरुआत इंदौर से की जाएगी। इसके बाद क्रमशः सभी जिलों और संभागों में बसों का संचालन किया जाएगा। इससे लोगों को सस्ता, सुलभ और आरामदायक परिवहन मिल सकेगा। [1019,859,1126,1026]
person-role: प्रदेश भाजपा अध्यक्ष, भोपाल [129,214,197,237]
dealers-rules-box-col [687,1149,914,1365]
press-special-badge [400,648,460,674]
person-name: निर्मला भूरिया [129,281,184,295]
rebari-columns [220,185,1540,481]
person-name: जीतू पटवारी [38,328,88,341]
netaji-cartoon-illustration [540,1572,780,1763]
credit-item [1136,1924,1227,1944]
arrow-icon: ▶▶ [888,1925,908,1943]
story-paragraph: उच्च गुणवत्ता वाले डेटासेट्स तक पहुंच सुनिश्चित करने के लिए 'एआई कोश' प्लेटफॉर्म पर 6,250 से अधिक स्वदेशी क्यूरेटेड डेटासेट्स उपलब्ध हैं। स्टार्टअप्स को निःशुल्क कंप्यूटर एक्सेस प्रदान किया जा रहा है तथा 38 हजार जीपीयू उपयोग में लाए जा रहे हैं। इससे बड़े पैमाने पर एआई नवाचार को गति मिली है। इंडिया एआई मिशन के 'एआई फॉर ऑल' दृष्टिकोण के अनुरूप उद्योग-संरेखित पाठ्यक्रम, फेलोशिप्स और देशभर में 570 एआई एवं डेटा लैब्स स्थापित की जा रही हैं। यूजी, पीजी और पीएचडी विद्यार्थियों को स्कॉलरशिप, मेंटरशिप और कंप्यूटर एक्सेस उपलब्ध कराया जा रहा है। [1155,777,1540,882]
who-where-entry [26,198,110,237]
dealers-subhead: मुनाफे में से 18% जीएसटी देना है, इसलिए नंबर के लिए किया है अप्लाई [220,1119,706,1141]
person-name: राजेंद्र शुक्ल [38,246,85,260]
rebari-story [220,139,1540,481]
ai-headline: इंडिया एआई मिशन-देश को बना रहा है एआई अवसंरचना की वैश्विक शक्ति: मुख्यमंत्री [1155,499,1534,594]
arrow-icon: ▶▶ [1136,1925,1155,1943]
red-divider [17,127,1540,130]
